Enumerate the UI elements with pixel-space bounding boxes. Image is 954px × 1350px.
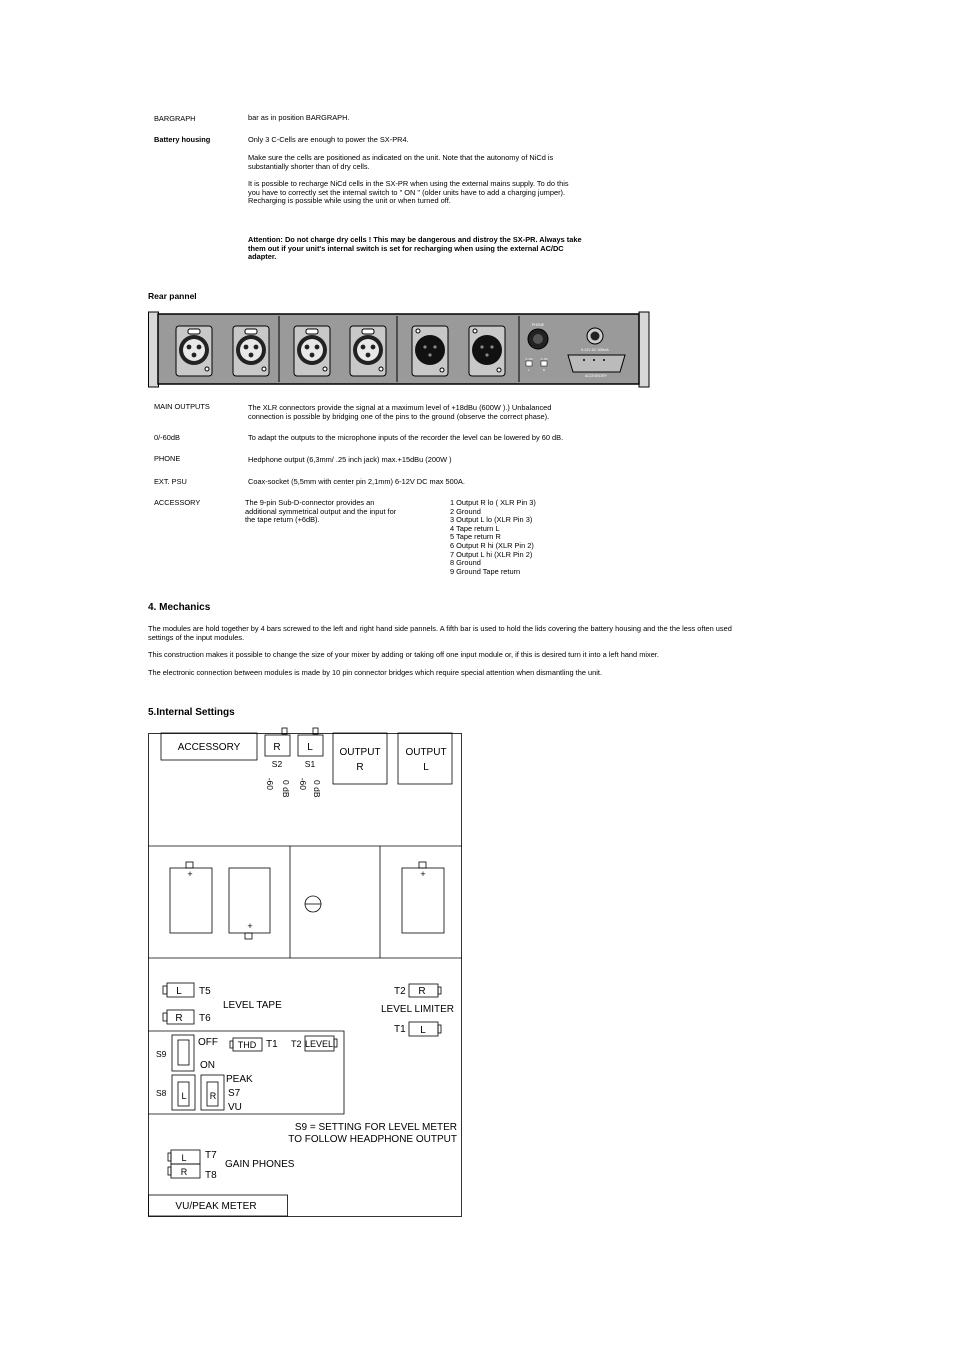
s2-minus60-label: -60 — [265, 777, 275, 790]
gain-phones-label: GAIN PHONES — [225, 1159, 295, 1170]
switch-s9-label: S9 — [156, 1049, 167, 1059]
switch-s2-r-label: R — [273, 742, 281, 753]
vu-label: VU — [228, 1102, 242, 1113]
trimmer-t7 — [168, 1150, 200, 1164]
phone-text: Hedphone output (6,3mm/ .25 inch jack) max.+15dBu (200W ) — [248, 455, 452, 464]
trimmer-t6 — [163, 1010, 194, 1024]
switch-s7-side: R — [209, 1091, 217, 1101]
level-t2-label: T2 — [291, 1039, 302, 1049]
peak-label: PEAK — [226, 1074, 253, 1085]
trimmer-thd — [230, 1038, 262, 1051]
battery-cell-3 — [402, 862, 444, 933]
pin-2: 2 Ground — [450, 506, 481, 516]
bargraph-label: BARGRAPH — [154, 114, 196, 123]
battery-cell-1-plus: + — [187, 869, 193, 879]
accessory-label: ACCESSORY — [154, 498, 201, 507]
mechanics-heading: 4. Mechanics — [148, 602, 211, 613]
accessory-text-label: ACCESSORY — [177, 742, 241, 753]
rear-heading: Rear pannel — [148, 291, 197, 301]
pin-5: 5 Tape return R — [450, 532, 501, 542]
xlr-female-1 — [176, 326, 212, 376]
switch-s7-label: S7 — [228, 1088, 241, 1099]
battery-cell-3-plus: + — [420, 869, 426, 879]
trimmer-t5-side: L — [176, 986, 182, 997]
trimmer-t5-label: T5 — [199, 986, 211, 997]
pin-7: 7 Output L hi (XLR Pin 2) — [450, 549, 533, 559]
battery-cell-1 — [170, 862, 212, 933]
switch-s8-label: S8 — [156, 1088, 167, 1098]
s9-note-line2: TO FOLLOW HEADPHONE OUTPUT — [288, 1134, 457, 1145]
output-l-connector — [398, 733, 452, 784]
mechanics-p3: The electronic connection between modules is made by 10 pin connector bridges which require special attention when dismantling the unit. — [148, 668, 602, 677]
switch-s1-l-label: L — [307, 742, 313, 753]
trimmer-t8 — [168, 1164, 200, 1178]
panel-accessory-label: ACCESSORY — [585, 374, 607, 378]
panel-switch-1-label: 0 -60 — [525, 357, 533, 361]
bargraph-text: bar as in position BARGRAPH. — [248, 113, 350, 122]
ext-psu-text: Coax-socket (5,5mm with center pin 2,1mm) 6-12V DC max 500A. — [248, 477, 465, 486]
panel-psu-label: 9-12V DC 500mA — [581, 348, 609, 352]
pin-list — [450, 499, 536, 576]
battery-cell-2 — [229, 868, 270, 939]
battery-housing-label: Battery housing — [154, 135, 211, 144]
s9-off-label: OFF — [198, 1037, 218, 1048]
phone-label: PHONE — [154, 454, 181, 463]
rear-panel-diagram — [148, 310, 650, 390]
switch-s1-label: S1 — [304, 759, 316, 769]
panel-phone-label: PHONE — [531, 323, 545, 327]
s9-on-label: ON — [200, 1060, 215, 1071]
trimmer-t6-label: T6 — [199, 1013, 211, 1024]
s2-0db-label: 0 dB — [281, 780, 291, 798]
pin-6: 6 Output R hi (XLR Pin 2) — [450, 540, 534, 550]
trimmer-t5 — [163, 983, 194, 997]
trimmer-t2-side: R — [418, 986, 426, 997]
switch-s2-label: S2 — [271, 759, 283, 769]
xlr-female-4 — [350, 326, 386, 376]
pin-4: 4 Tape return L — [450, 523, 500, 533]
panel-switch-2-label: 0 -60 — [540, 357, 548, 361]
xlr-male-2 — [469, 326, 505, 376]
attenuation-text: To adapt the outputs to the microphone inputs of the recorder the level can be lowered by 60 dB. — [248, 433, 564, 442]
trimmer-t7-side: L — [181, 1153, 187, 1163]
s9-note-line1: S9 = SETTING FOR LEVEL METER — [294, 1122, 457, 1133]
mechanics-p2: This construction makes it possible to change the size of your mixer by adding or taking off one input module or, if this is desired turn it into a left hand mixer. — [148, 650, 659, 659]
battery-p2: Make sure the cells are positioned as indicated on the unit. Note that the autonomy of NiCd is substantially shorter than of dry cells. — [248, 153, 554, 171]
internal-heading: 5.Internal Settings — [148, 707, 235, 718]
pin-3: 3 Output L lo (XLR Pin 3) — [450, 515, 533, 525]
trimmer-t8-side: R — [180, 1167, 188, 1177]
trimmer-t1 — [409, 1022, 441, 1036]
screw — [305, 896, 321, 912]
mechanics-p1: The modules are hold together by 4 bars screwed to the left and right hand side pannels. A fifth bar is used to hold the lids covering the battery housing and the the less often used settings of the input modules. — [148, 624, 732, 642]
level-tape-label: LEVEL TAPE — [223, 1000, 282, 1011]
ext-psu-label: EXT. PSU — [154, 477, 187, 486]
thd-label: THD — [237, 1040, 257, 1050]
output-l-side: L — [423, 762, 429, 773]
xlr-male-1 — [412, 326, 448, 376]
s1-minus60-label: -60 — [298, 777, 308, 790]
xlr-female-3 — [294, 326, 330, 376]
pin-1: 1 Output R lo ( XLR Pin 3) — [450, 498, 536, 507]
level-label: LEVEL — [304, 1039, 334, 1049]
trimmer-level — [305, 1036, 337, 1051]
thd-t1-label: T1 — [266, 1039, 278, 1050]
pin-9: 9 Ground Tape return — [450, 566, 521, 576]
accessory-text: The 9-pin Sub-D-connector provides an additional symmetrical output and the input for the tape return (+6dB). — [245, 498, 397, 525]
internal-settings-diagram — [148, 727, 464, 1219]
trimmer-t1-side: L — [420, 1025, 426, 1036]
pin-8: 8 Ground — [450, 558, 481, 568]
trimmer-t1-label: T1 — [394, 1024, 406, 1035]
output-r-connector — [333, 733, 387, 784]
trimmer-t2 — [409, 984, 441, 997]
main-outputs-label: MAIN OUTPUTS — [154, 402, 210, 411]
vu-peak-meter-label: VU/PEAK METER — [175, 1201, 257, 1212]
trimmer-t7-label: T7 — [205, 1150, 217, 1161]
battery-attention: Attention: Do not charge dry cells ! This may be dangerous and distroy the SX-PR. Always take them out if your unit's internal switch is set for recharging when using the external AC/DC adapter. — [248, 235, 582, 262]
output-r-side: R — [356, 762, 364, 773]
switch-s8-side: L — [181, 1091, 187, 1101]
s1-0db-label: 0 dB — [312, 780, 322, 798]
trimmer-t2-label: T2 — [394, 986, 406, 997]
main-outputs-text: The XLR connectors provide the signal at a maximum level of +18dBu (600W ).) Unbalanced connection is possible by bridging one of the pins to the ground (observe the correct phase). — [248, 403, 552, 421]
attenuation-label: 0/-60dB — [154, 433, 180, 442]
battery-p1: Only 3 C-Cells are enough to power the SX-PR4. — [248, 135, 409, 144]
trimmer-t8-label: T8 — [205, 1170, 217, 1181]
battery-p3: It is possible to recharge NiCd cells in the SX-PR when using the external mains supply. To do this you have to correctly set the internal switch to " ON " (older units have to add a charging jumper). Recharging is possible while using the unit or when turned off. — [248, 179, 569, 206]
subd-connector — [568, 355, 625, 372]
output-l-label: OUTPUT — [405, 747, 447, 758]
level-limiter-label: LEVEL LIMITER — [381, 1004, 454, 1015]
panel-switch-1-side: L — [528, 368, 530, 372]
xlr-female-2 — [233, 326, 269, 376]
trimmer-t6-side: R — [175, 1013, 183, 1024]
battery-cell-2-plus: + — [247, 921, 253, 931]
output-r-label: OUTPUT — [339, 747, 381, 758]
switch-s9 — [172, 1035, 194, 1071]
panel-switch-2-side: R — [542, 368, 546, 372]
